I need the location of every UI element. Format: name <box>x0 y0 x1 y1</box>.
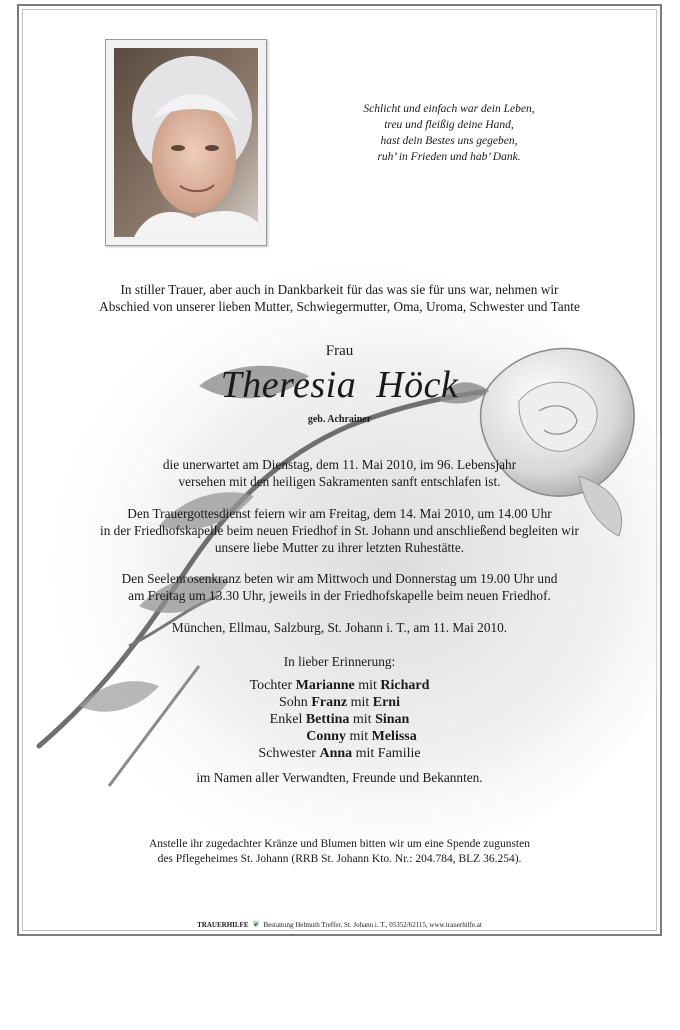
death-notice <box>19 456 660 490</box>
portrait-photo <box>105 39 267 246</box>
intro-text <box>19 281 660 315</box>
relation-joiner: mit <box>345 729 372 744</box>
relation-joiner: mit <box>349 712 376 727</box>
funeral-service <box>19 505 660 556</box>
relative-name: Sinan <box>375 712 410 727</box>
relative-line <box>19 677 660 694</box>
death-line: versehen mit den heiligen Sakramenten sanft entschlafen ist. <box>178 474 501 489</box>
poem <box>319 101 579 165</box>
memory-title: In lieber Erinnerung: <box>283 654 396 669</box>
salutation: Frau <box>325 343 354 359</box>
footer-text: Bestattung Helmuth Treffer, St. Johann i. T., 05352/62115, www.trauerhilfe.at <box>263 921 482 929</box>
rosary-line: am Freitag um 13.30 Uhr, jeweils in der Friedhofskapelle beim neuen Friedhof. <box>128 588 551 603</box>
intro-line: Abschied von unserer lieben Mutter, Schwiegermutter, Oma, Uroma, Schwester und Tante <box>99 299 580 314</box>
death-line: die unerwartet am Dienstag, dem 11. Mai 2010, im 96. Lebensjahr <box>162 457 517 472</box>
relation-joiner: mit <box>354 678 381 693</box>
relative-name: Erni <box>372 695 400 710</box>
relative-line <box>19 694 660 711</box>
donation-line: des Pflegeheimes St. Johann (RRB St. Johann Kto. Nr.: 204.784, BLZ 36.254). <box>157 853 522 865</box>
service-line: unsere liebe Mutter zu ihrer letzten Ruhestätte. <box>214 540 465 555</box>
poem-line: treu und fleißig deine Hand, <box>384 119 514 131</box>
place-date: München, Ellmau, Salzburg, St. Johann i. T., am 11. Mai 2010. <box>171 620 508 635</box>
deceased-name: Theresia Höck <box>220 364 459 406</box>
poem-line: Schlicht und einfach war dein Leben, <box>363 103 535 115</box>
relation-label: Enkel <box>269 712 306 727</box>
donation-request <box>19 837 660 867</box>
brand-name: TRAUERHILFE <box>197 921 249 929</box>
obituary-card <box>17 4 662 936</box>
relative-name: Melissa <box>371 729 417 744</box>
portrait-image <box>114 48 258 237</box>
relation-label: Sohn <box>279 695 312 710</box>
poem-line: hast dein Bestes uns gegeben, <box>380 135 518 147</box>
relative-name: Anna <box>319 746 353 761</box>
leaf-logo-icon: ❦ <box>252 919 260 929</box>
service-line: Den Trauergottesdienst feiern wir am Freitag, dem 14. Mai 2010, um 14.00 Uhr <box>127 506 552 521</box>
donation-line: Anstelle ihr zugedachter Kränze und Blumen bitten wir um eine Spende zugunsten <box>149 838 530 850</box>
relative-line <box>19 745 660 762</box>
undertaker-footer <box>19 919 660 930</box>
relative-name: Franz <box>311 695 348 710</box>
relative-name: Bettina <box>305 712 350 727</box>
service-line: in der Friedhofskapelle beim neuen Friedhof in St. Johann und anschließend begleiten wir <box>100 523 579 538</box>
relative-line <box>19 728 660 745</box>
intro-line: In stiller Trauer, aber auch in Dankbarkeit für das was sie für uns war, nehmen wir <box>120 282 559 297</box>
relative-line <box>19 711 660 728</box>
relative-name: Richard <box>380 678 430 693</box>
birth-name: geb. Achrainer <box>307 414 372 425</box>
relative-name: Conny <box>306 729 346 744</box>
relation-joiner: mit <box>347 695 373 710</box>
relative-name: Marianne <box>295 678 355 693</box>
relation-label: Tochter <box>249 678 296 693</box>
relatives-note: im Namen aller Verwandten, Freunde und Bekannten. <box>196 770 483 785</box>
poem-line: ruh’ in Frieden und hab’ Dank. <box>377 151 521 163</box>
rosary-notice <box>19 570 660 604</box>
relation-label: Schwester <box>258 746 320 761</box>
relation-joiner: mit Familie <box>352 746 421 761</box>
rosary-line: Den Seelenrosenkranz beten wir am Mittwoch und Donnerstag um 19.00 Uhr und <box>121 571 558 586</box>
